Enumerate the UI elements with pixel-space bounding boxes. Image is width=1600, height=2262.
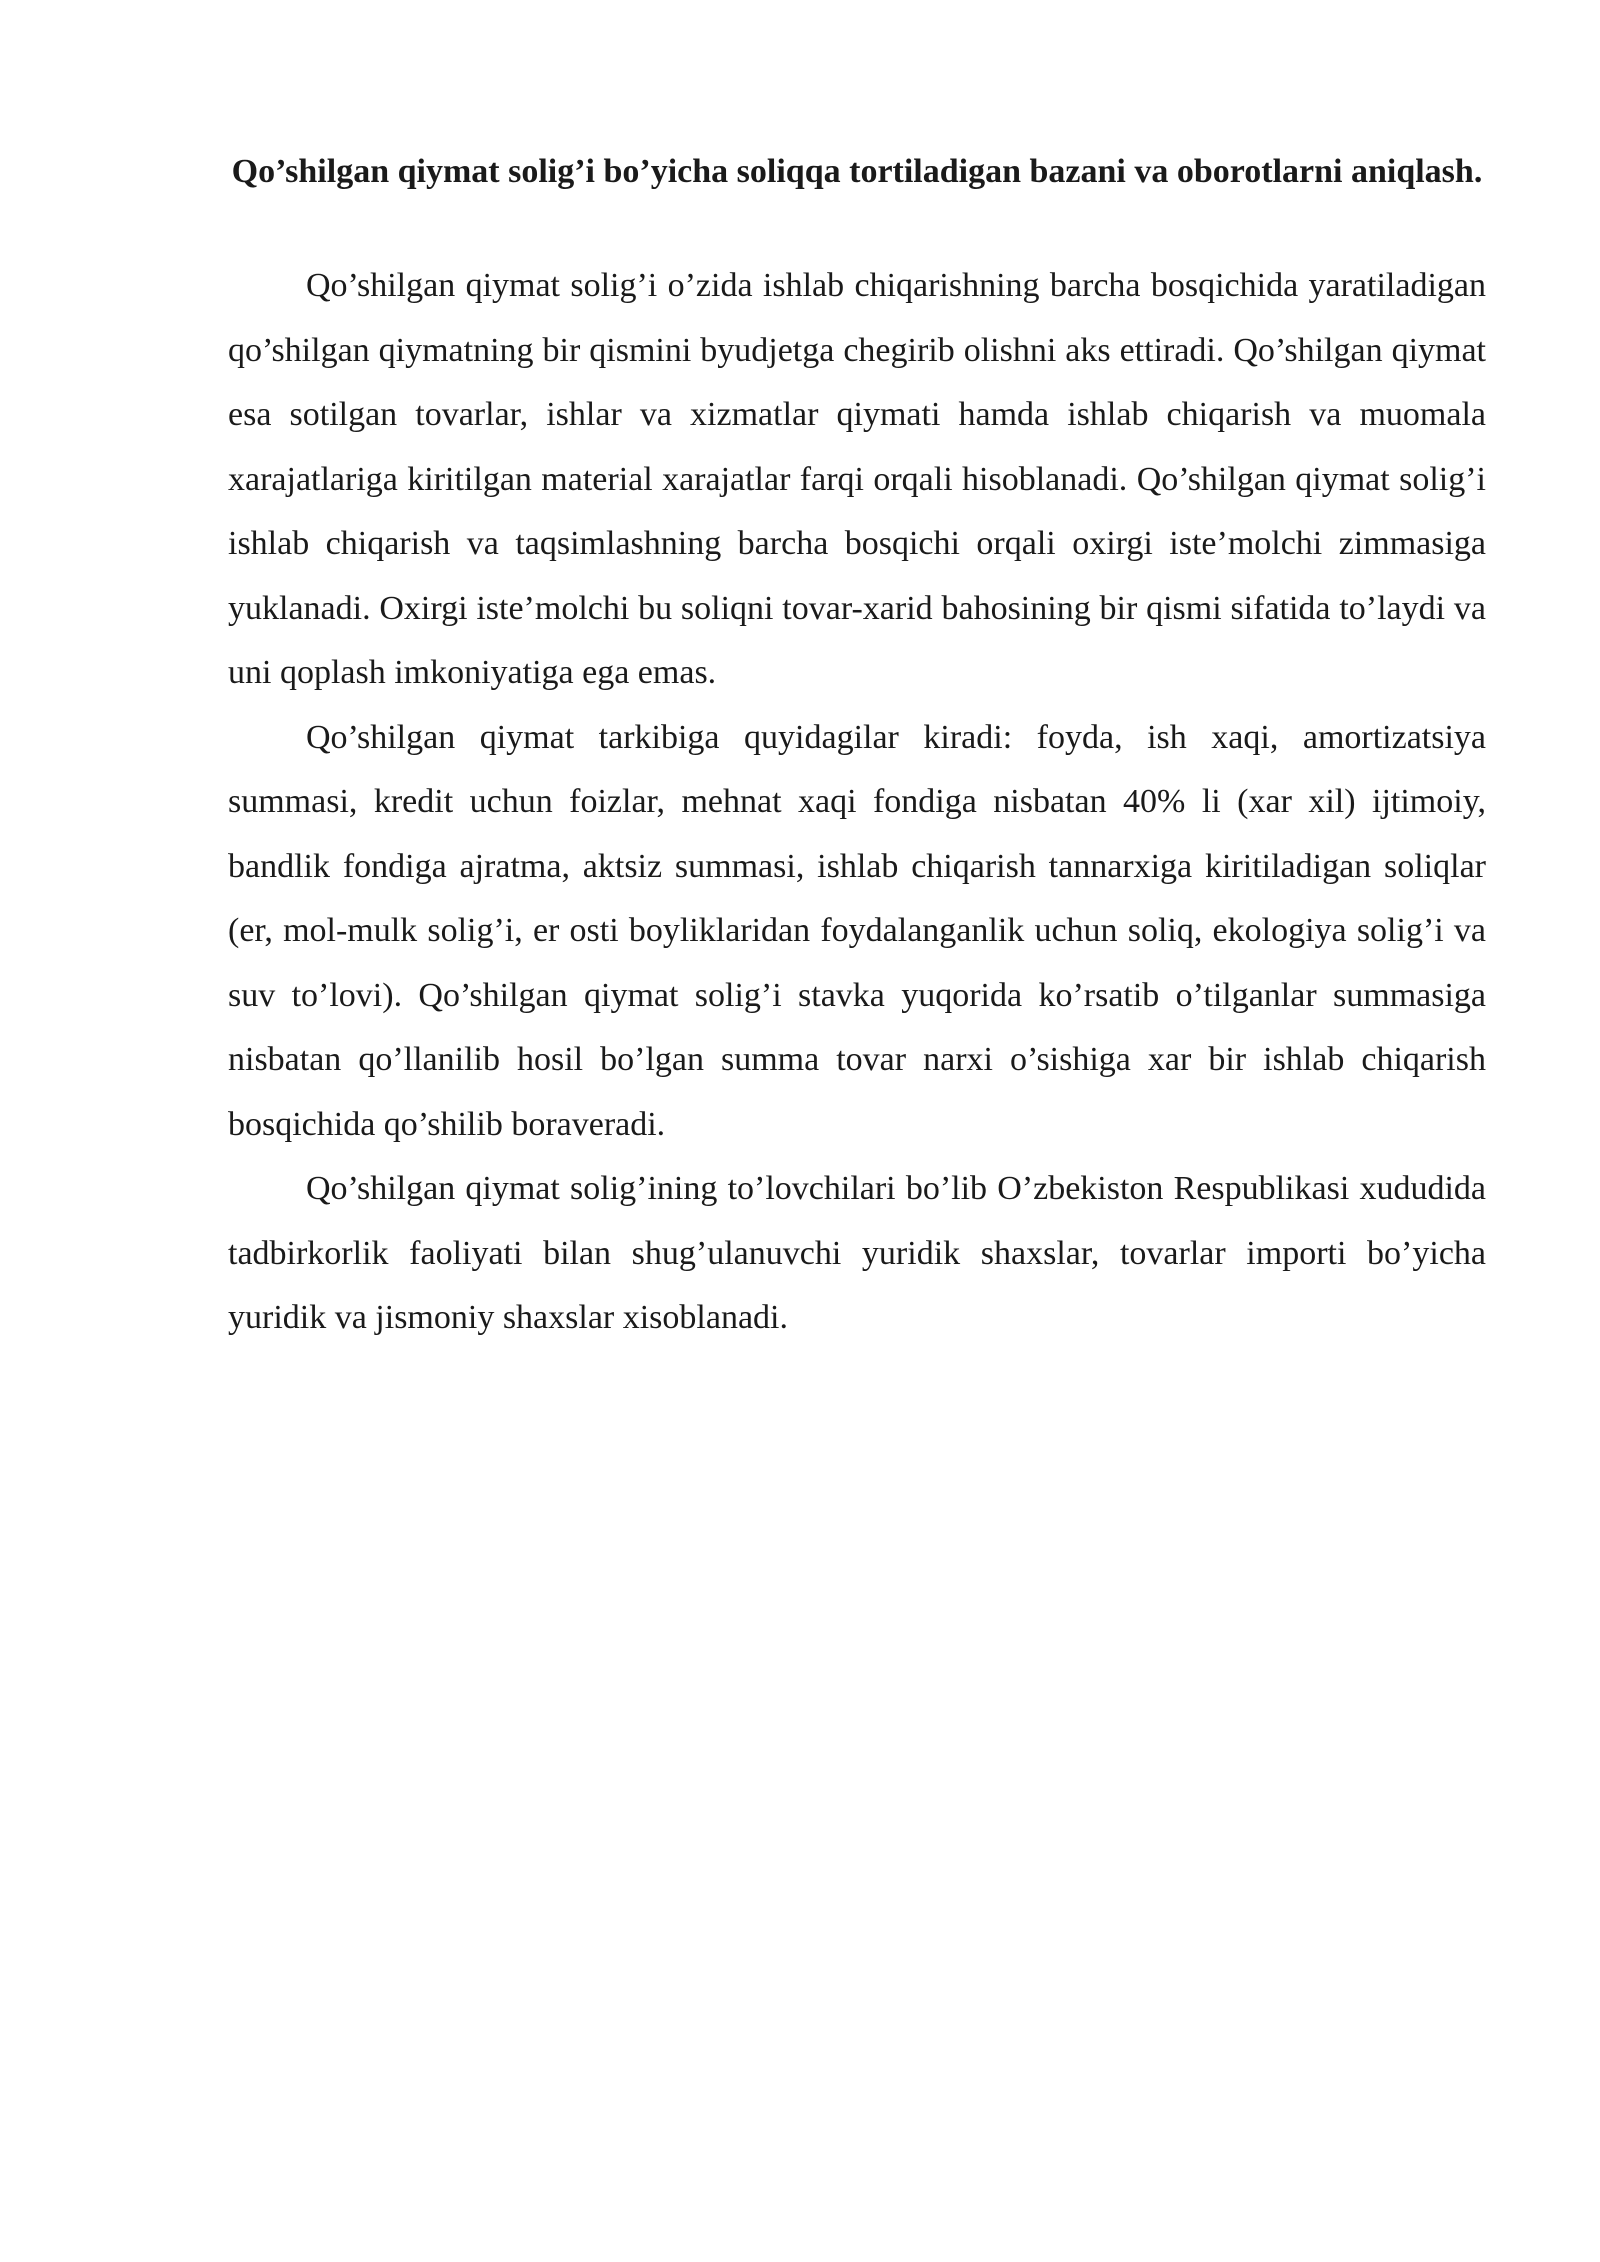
paragraph-2: Qo’shilgan qiymat tarkibiga quyidagilar kiradi: foyda, ish xaqi, amortizatsiya summasi, kredit uchun foizlar, mehnat xaqi fondiga nisbatan 40% li (xar xil) ijtimoiy, bandlik fondiga ajratma, aktsiz summasi, ishlab chiqarish tannarxiga kiritiladigan soliqlar (er, mol-mulk solig’i, er osti boyliklaridan foydalanganlik uchun soliq, ekologiya solig’i va suv to’lovi). Qo’shilgan qiymat solig’i stavka yuqorida ko’rsatib o’tilganlar summasiga nisbatan qo’llanilib hosil bo’lgan summa tovar narxi o’sishiga xar bir ishlab chiqarish bosqichida qo’shilib boraveradi. bbox=[228, 718, 1486, 1143]
document-title: Qo’shilgan qiymat solig’i bo’yicha soliqqa tortiladigan bazani va oborotlarni aniqlash. bbox=[231, 153, 1483, 190]
document-body bbox=[228, 254, 1486, 1351]
document-page bbox=[228, 140, 1486, 1351]
paragraph-3: Qo’shilgan qiymat solig’ining to’lovchilari bo’lib O’zbekiston Respublikasi xududida tadbirkorlik faoliyati bilan shug’ulanuvchi yuridik shaxslar, tovarlar importi bo’yicha yuridik va jismoniy shaxslar xisoblanadi. bbox=[228, 1170, 1486, 1336]
paragraph-1: Qo’shilgan qiymat solig’i o’zida ishlab chiqarishning barcha bosqichida yaratiladigan qo’shilgan qiymatning bir qismini byudjetga chegirib olishni aks ettiradi. Qo’shilgan qiymat esa sotilgan tovarlar, ishlar va xizmatlar qiymati hamda ishlab chiqarish va muomala xarajatlariga kiritilgan material xarajatlar farqi orqali hisoblanadi. Qo’shilgan qiymat solig’i ishlab chiqarish va taqsimlashning barcha bosqichi orqali oxirgi iste’molchi zimmasiga yuklanadi. Oxirgi iste’molchi bu soliqni tovar-xarid bahosining bir qismi sifatida to’laydi va uni qoplash imkoniyatiga ega emas. bbox=[228, 267, 1486, 691]
